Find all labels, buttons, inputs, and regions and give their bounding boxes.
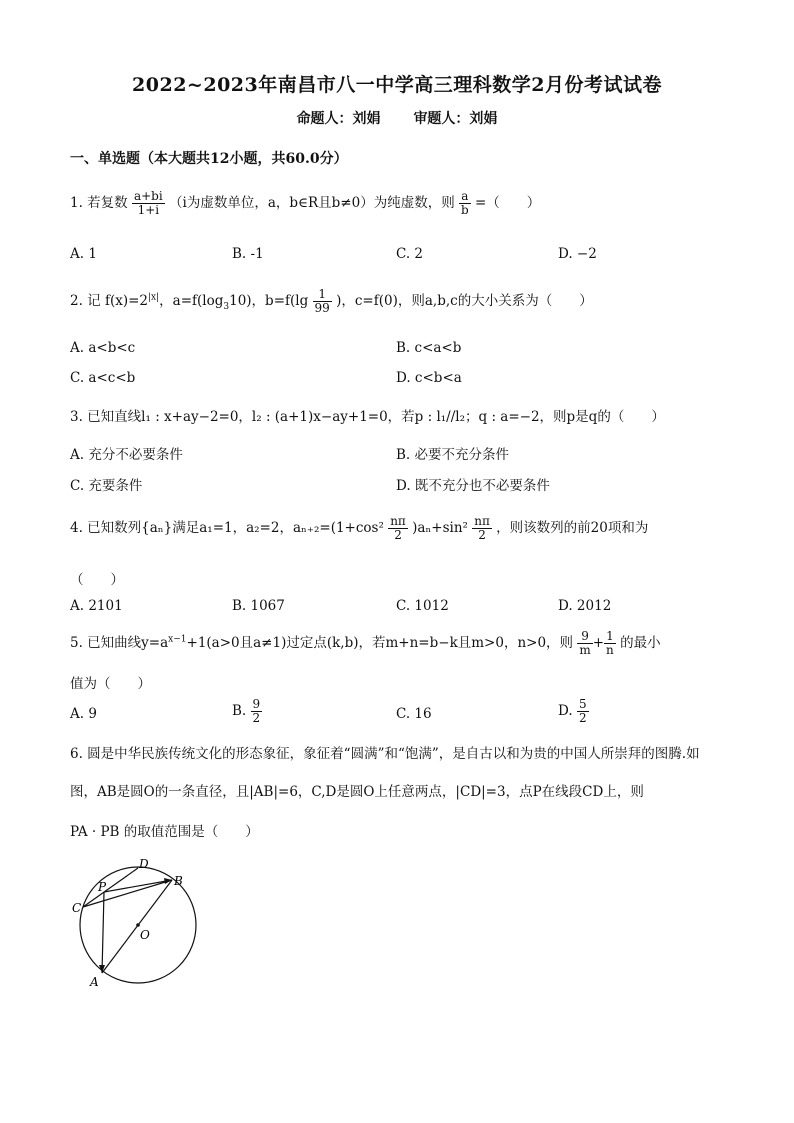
q4-stem-c: ，则该数列的前20项和为 [496, 520, 649, 537]
q1-fraction-2 [459, 190, 471, 217]
q4-frac-num: nπ [390, 514, 406, 528]
q4-frac2-den: 2 [478, 528, 486, 543]
question-1 [70, 190, 540, 217]
q4-stem-a: 4. 已知数列{aₙ}满足a₁=1，a₂=2，aₙ₊₂=(1+cos² [70, 520, 384, 537]
q3-option-b[interactable]: B. 必要不充分条件 [396, 447, 510, 463]
q2-sub: 3 [223, 301, 230, 312]
q3-option-a[interactable]: A. 充分不必要条件 [70, 447, 183, 463]
label-d: D [139, 857, 149, 871]
question-2 [70, 288, 593, 315]
q2-stem-b: ，a=f(log [159, 293, 224, 310]
question-5 [70, 630, 661, 657]
circle-figure [60, 855, 220, 995]
q2-sup: |x| [148, 292, 160, 303]
q4-option-d[interactable]: D. 2012 [558, 598, 612, 614]
q2-stem-a: 2. 记 f(x)=2 [70, 293, 149, 310]
label-c: C [72, 901, 82, 915]
diameter-ab [102, 880, 172, 973]
q1-fraction [132, 190, 165, 217]
q5-option-c[interactable]: C. 16 [396, 706, 432, 722]
q1-stem-a: 1. 若复数 [70, 195, 128, 212]
q5-stem-b: +1(a>0且a≠1)过定点(k,b)，若m+n=b−k且m>0，n>0，则 [186, 635, 574, 652]
q4-frac-den: 2 [394, 528, 402, 543]
label-a: A [90, 975, 99, 989]
q4-option-b[interactable]: B. 1067 [232, 598, 285, 614]
q2-frac-num: 1 [313, 288, 332, 302]
q5-sup: x−1 [168, 634, 187, 645]
vector-pa [102, 892, 104, 973]
reviewer: 审题人：刘娟 [413, 111, 498, 127]
q5-fraction [577, 630, 592, 657]
q5-optd-den: 2 [578, 711, 587, 726]
q5-optd-num: 5 [578, 697, 587, 711]
q5-optb-den: 2 [252, 711, 261, 726]
q5-optb-num: 9 [252, 697, 261, 711]
q2-option-b[interactable]: B. c<a<b [396, 340, 462, 356]
question-6-line-3: PA · PB 的取值范围是（ ） [70, 824, 259, 840]
author-line [0, 108, 794, 128]
q2-option-c[interactable]: C. a<c<b [70, 370, 136, 386]
q5-stem-line2: 值为（ ） [70, 676, 151, 692]
q1-frac-num: a+bi [133, 189, 163, 203]
q3-option-d[interactable]: D. 既不充分也不必要条件 [396, 478, 550, 494]
q1-option-d[interactable]: D. −2 [558, 246, 597, 262]
label-o: O [140, 928, 150, 942]
section-heading: 一、单选题（本大题共12小题，共60.0分） [70, 151, 348, 167]
q4-fraction-2 [472, 515, 492, 542]
q5-option-a[interactable]: A. 9 [70, 706, 97, 722]
q4-option-c[interactable]: C. 1012 [396, 598, 449, 614]
q1-option-c[interactable]: C. 2 [396, 246, 424, 262]
q5-stem-c: 的最小 [620, 635, 661, 652]
q1-stem-c: =（ ） [475, 195, 541, 212]
q2-fraction [313, 288, 332, 315]
q2-stem-c: 10)，b=f(lg [229, 293, 309, 310]
page-title: 2022~2023年南昌市八一中学高三理科数学2月份考试试卷 [132, 74, 662, 96]
q5-plus: + [592, 635, 605, 652]
question-3: 3. 已知直线l₁ : x+ay−2=0，l₂ : (a+1)x−ay+1=0，若p : l₁//l₂；q : a=−2，则p是q的（ ） [70, 409, 665, 425]
q4-fraction [388, 515, 408, 542]
q3-option-c[interactable]: C. 充要条件 [70, 478, 143, 494]
q5-frac-num: 9 [577, 630, 592, 644]
q1-option-b[interactable]: B. -1 [232, 246, 264, 262]
q5-option-d-fraction [577, 698, 589, 725]
q5-frac2-num: 1 [604, 630, 616, 644]
q4-option-a[interactable]: A. 2101 [70, 598, 123, 614]
question-6-line-2: 图，AB是圆O的一条直径，且|AB|=6，C,D是圆O上任意两点，|CD|=3，点P在线段CD上，则 [70, 784, 644, 800]
q2-option-d[interactable]: D. c<b<a [396, 370, 462, 386]
q1-frac2-den: b [461, 203, 469, 218]
q5-option-b-fraction [251, 698, 263, 725]
q5-option-b[interactable] [232, 698, 262, 725]
label-b: B [174, 874, 183, 888]
q4-frac2-num: nπ [474, 514, 490, 528]
q1-frac2-num: a [459, 190, 471, 204]
center-o [136, 923, 140, 927]
label-p: P [98, 880, 107, 894]
q5-option-d[interactable] [558, 698, 589, 725]
q5-frac2-den: n [606, 643, 614, 658]
q4-stem-b: )aₙ+sin² [412, 520, 468, 537]
q2-frac-den: 99 [314, 301, 330, 316]
q5-frac-den: m [579, 643, 591, 658]
q5-fraction-2 [604, 630, 616, 657]
author: 命题人：刘娟 [296, 111, 381, 127]
q4-answer-paren: （ ） [70, 572, 124, 588]
q5-option-b-label: B. [232, 703, 247, 720]
q1-frac-den: 1+i [137, 203, 160, 218]
q2-option-a[interactable]: A. a<b<c [70, 340, 136, 356]
q5-option-d-label: D. [558, 703, 573, 720]
q1-option-a[interactable]: A. 1 [70, 246, 97, 262]
q1-stem-b: （i为虚数单位，a，b∈R且b≠0）为纯虚数，则 [169, 195, 455, 212]
q2-stem-d: )，c=f(0)，则a,b,c的大小关系为（ ） [336, 293, 593, 310]
q5-stem-a: 5. 已知曲线y=a [70, 635, 169, 652]
question-6-line-1: 6. 圆是中华民族传统文化的形态象征，象征着“圆满”和“饱满”，是自古以和为贵的中国人所崇拜的图腾.如 [70, 746, 700, 762]
question-4 [70, 515, 648, 542]
